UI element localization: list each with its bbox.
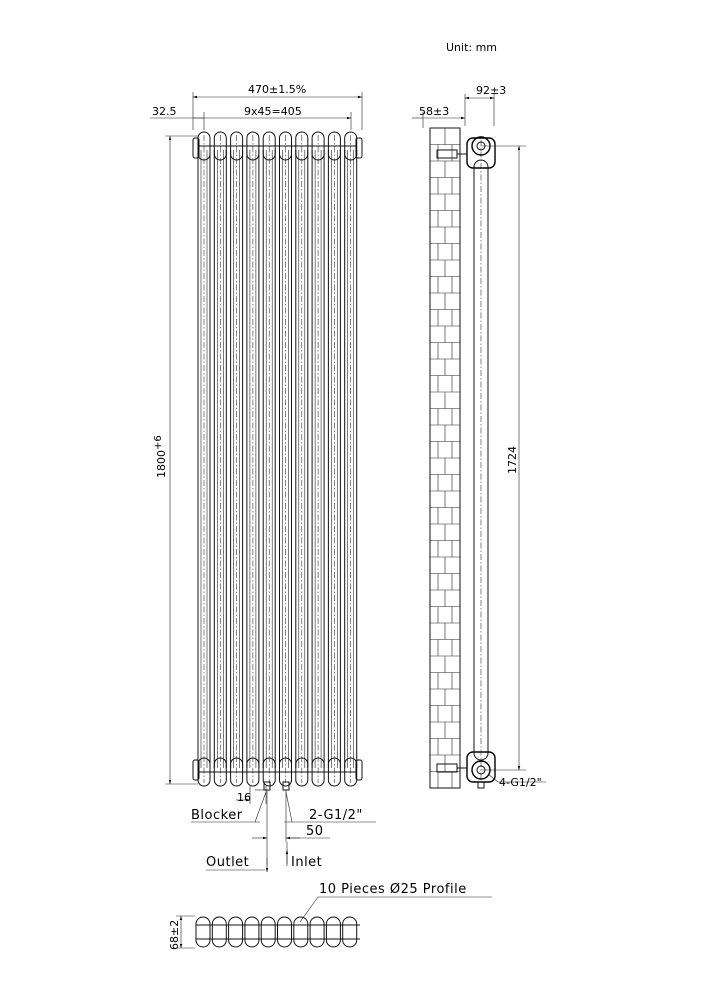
front-view	[150, 83, 376, 872]
side-connections-label: 4-G1/2"	[499, 776, 542, 789]
centers-label: 1724	[506, 446, 519, 474]
radiator-column	[296, 132, 308, 786]
unit-label: Unit: mm	[446, 41, 498, 54]
radiator-column	[312, 132, 324, 786]
blocker-label: Blocker	[191, 808, 243, 823]
connection-label: 2-G1/2"	[309, 808, 363, 823]
profile-piece	[326, 917, 340, 947]
radiator-column	[263, 132, 275, 786]
blocker-dim-label: 16	[237, 791, 251, 804]
profile-piece	[245, 917, 259, 947]
radiator-column	[328, 132, 340, 786]
wall-offset-label: 58±3	[419, 105, 450, 118]
radiator-column	[214, 132, 226, 786]
connection-spacing-label: 50	[306, 824, 324, 839]
side-view	[412, 84, 546, 789]
end-offset-label: 32.5	[152, 105, 177, 118]
top-depth-label: 68±2	[168, 919, 181, 950]
profile-piece	[261, 917, 275, 947]
profile-piece	[278, 917, 292, 947]
profile-piece	[310, 917, 324, 947]
profile-piece	[343, 917, 357, 947]
top-view	[168, 882, 492, 950]
profile-piece	[294, 917, 308, 947]
profile-piece	[229, 917, 243, 947]
side-depth-label: 92±3	[476, 84, 507, 97]
radiator-column	[231, 132, 243, 786]
profile-piece	[196, 917, 210, 947]
radiator-column	[280, 132, 292, 786]
radiator-column	[198, 132, 210, 786]
profile-label: 10 Pieces Ø25 Profile	[319, 882, 467, 897]
profile-piece	[212, 917, 226, 947]
column-pitch-label: 9x45=405	[244, 105, 302, 118]
height-label: 1800+6	[153, 435, 168, 478]
overall-width-label: 470±1.5%	[248, 83, 307, 96]
outlet-label: Outlet	[206, 855, 250, 870]
inlet-label: Inlet	[291, 855, 323, 870]
radiator-column	[345, 132, 357, 786]
radiator-column	[247, 132, 259, 786]
